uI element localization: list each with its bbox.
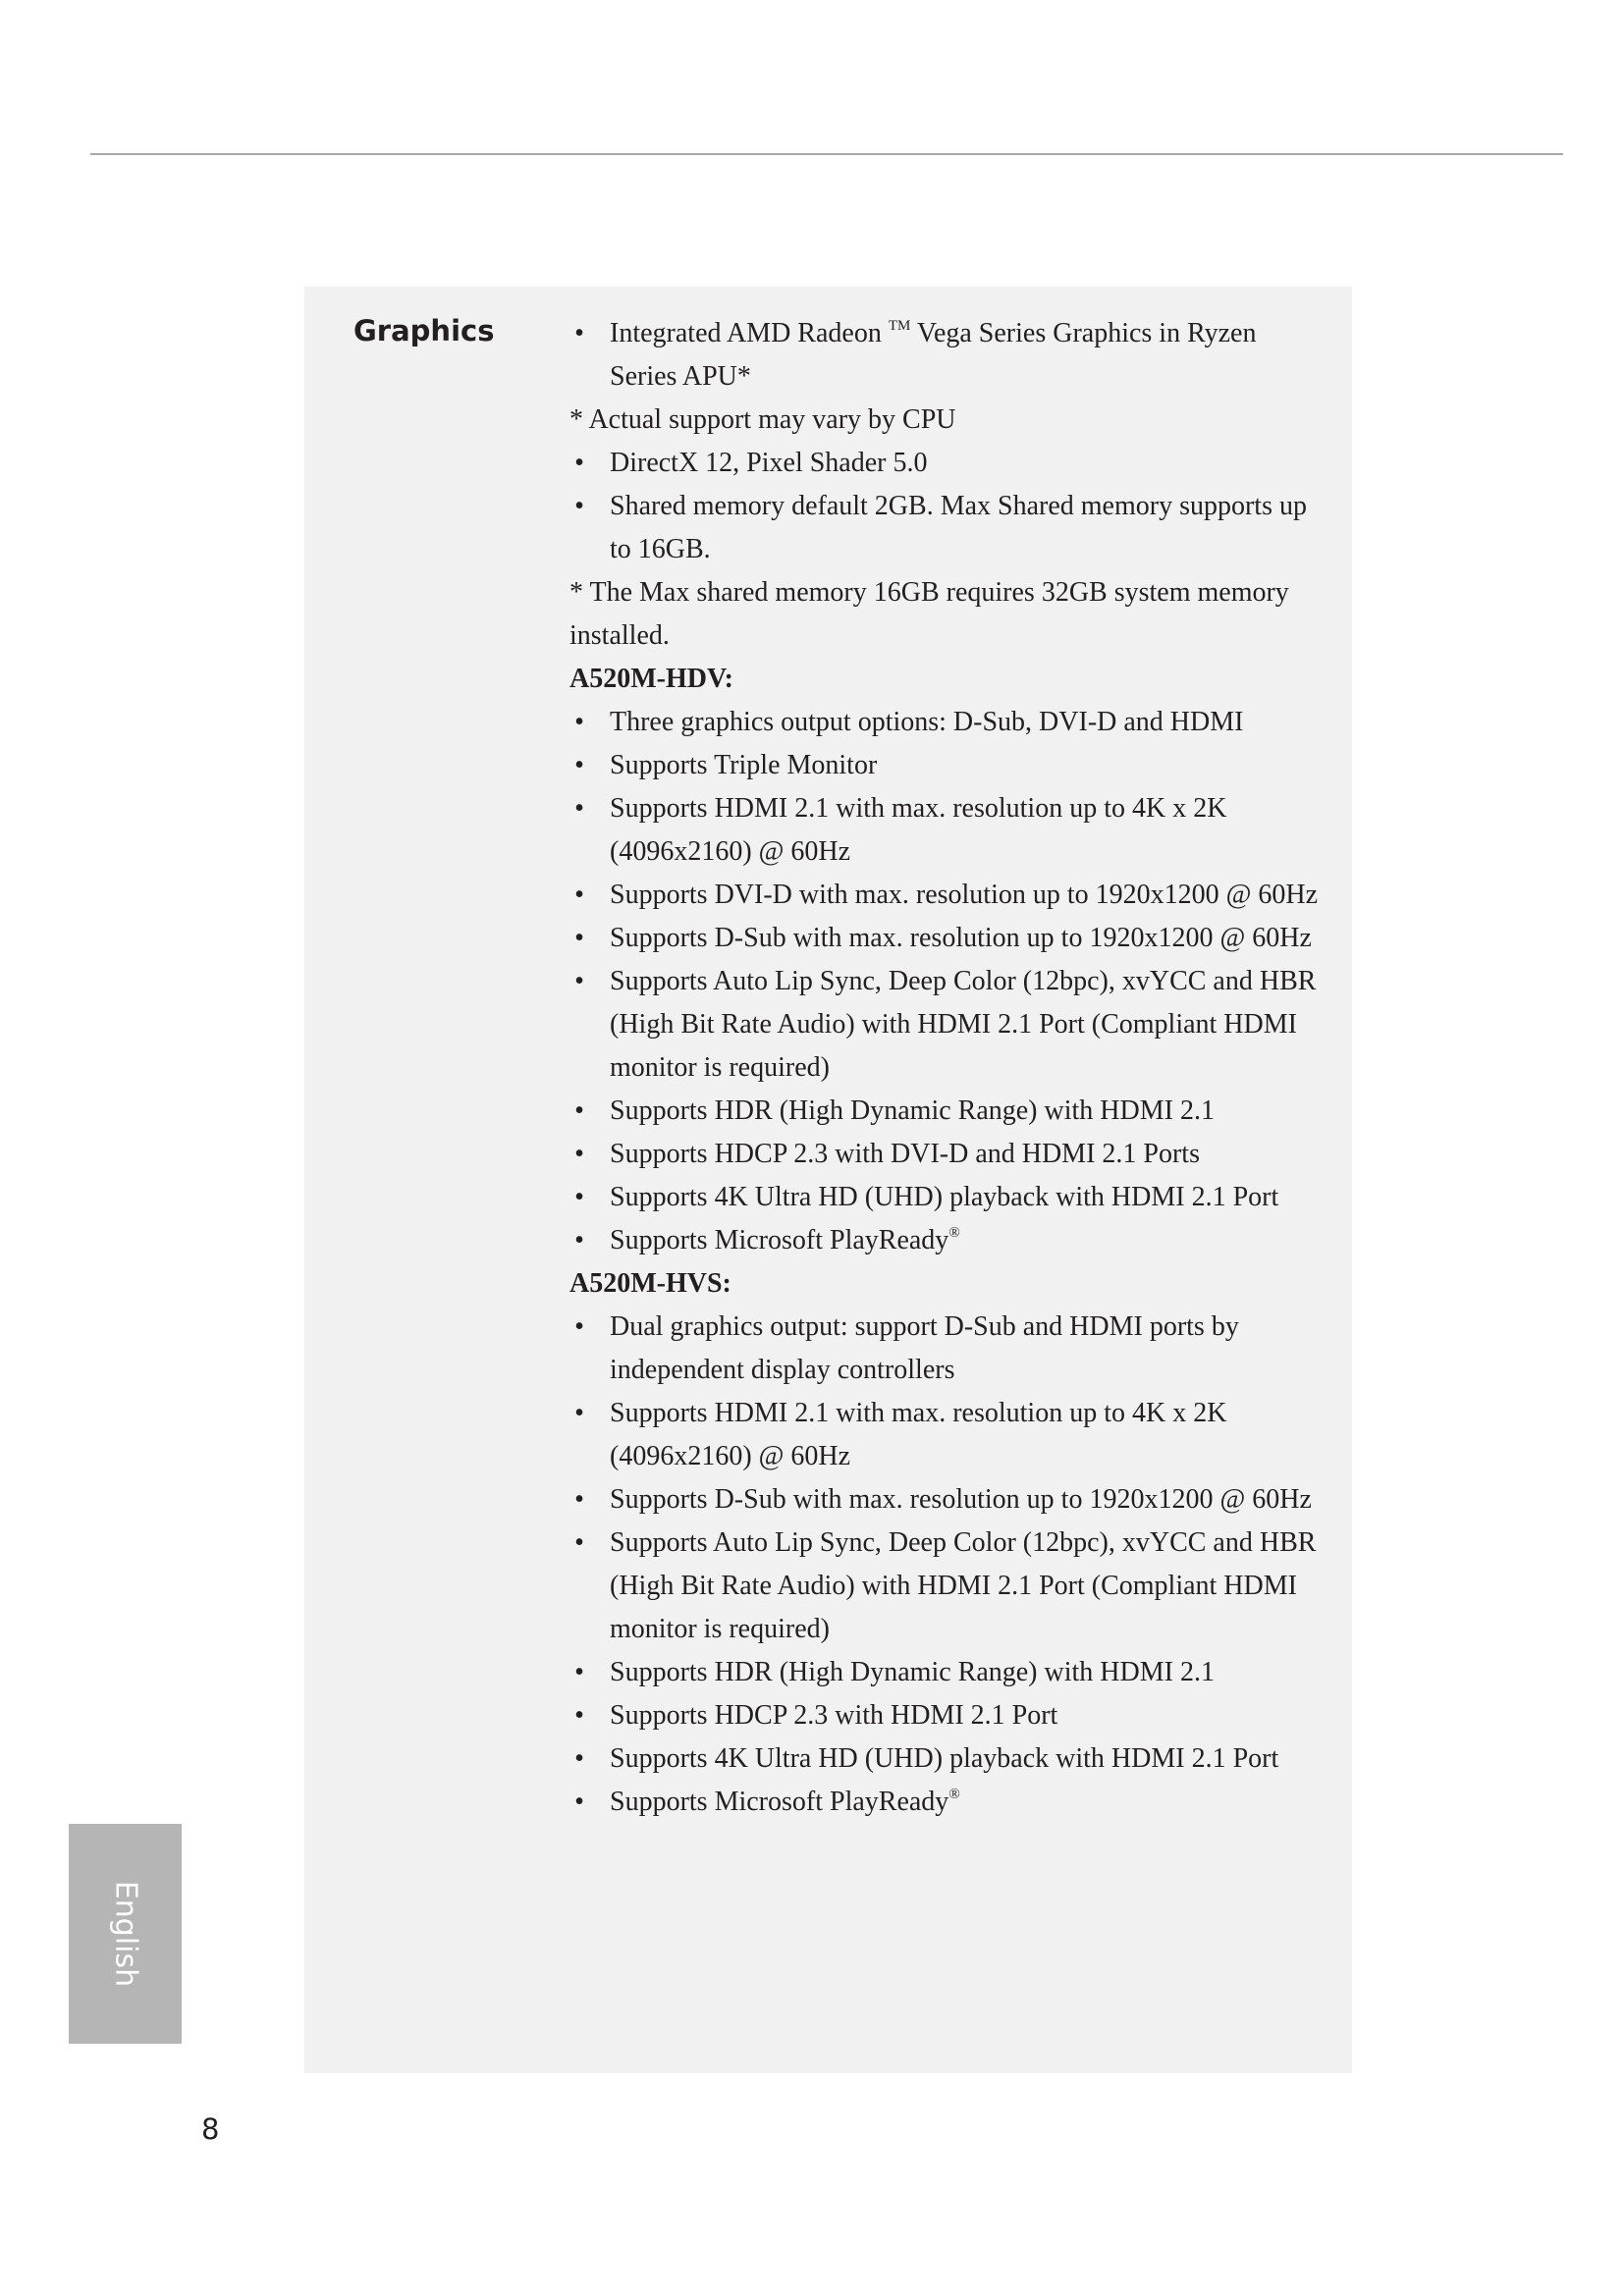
- language-tab: [69, 1824, 182, 2044]
- spec-text: Supports D-Sub with max. resolution up to 1920x1200 @ 60Hz: [610, 1484, 1312, 1515]
- header-rule: [90, 153, 1563, 155]
- spec-item: [569, 1133, 1326, 1176]
- registered-mark: ®: [948, 1787, 960, 1802]
- spec-text: Dual graphics output: support D-Sub and HDMI ports by independent display controllers: [610, 1311, 1239, 1385]
- spec-item: [569, 874, 1326, 917]
- spec-text: Supports DVI-D with max. resolution up to 1920x1200 @ 60Hz: [610, 880, 1319, 910]
- model-section-a520m-hvs: [569, 1262, 1326, 1824]
- bullet-icon: •: [574, 491, 584, 521]
- spec-item: [569, 1694, 1326, 1737]
- page-number: 8: [201, 2112, 220, 2146]
- bullet-icon: •: [574, 1139, 584, 1169]
- bullet-icon: •: [574, 966, 584, 996]
- spec-item: [569, 1651, 1326, 1694]
- spec-item: [569, 960, 1326, 1090]
- spec-item: [569, 1090, 1326, 1133]
- bullet-icon: •: [574, 1657, 584, 1687]
- bullet-icon: •: [574, 1743, 584, 1774]
- spec-text: Supports 4K Ultra HD (UHD) playback with HDMI 2.1 Port: [610, 1182, 1279, 1212]
- spec-item: [569, 1392, 1326, 1478]
- bullet-icon: •: [574, 880, 584, 910]
- spec-item-integrated-graphics: [569, 312, 1326, 399]
- spec-text: Supports HDCP 2.3 with DVI-D and HDMI 2.1 Ports: [610, 1139, 1200, 1169]
- spec-text: Supports HDR (High Dynamic Range) with HDMI 2.1: [610, 1095, 1215, 1126]
- general-spec-list: [569, 312, 1326, 658]
- spec-text: Supports HDMI 2.1 with max. resolution up to 4K x 2K (4096x2160) @ 60Hz: [610, 1398, 1227, 1471]
- bullet-icon: •: [574, 318, 584, 348]
- spec-item: [569, 917, 1326, 960]
- bullet-icon: •: [574, 448, 584, 478]
- spec-text: Supports Triple Monitor: [610, 750, 878, 780]
- spec-item: [569, 1781, 1326, 1824]
- bullet-icon: •: [574, 923, 584, 953]
- spec-note-cpu-support: * Actual support may vary by CPU: [569, 404, 956, 435]
- spec-text: Supports HDMI 2.1 with max. resolution up to 4K x 2K (4096x2160) @ 60Hz: [610, 793, 1227, 867]
- spec-text: Vega Series Graphics in Ryzen Series APU*: [610, 318, 1257, 392]
- spec-item-directx: [569, 442, 1326, 485]
- spec-text: Supports HDR (High Dynamic Range) with HDMI 2.1: [610, 1657, 1215, 1687]
- bullet-icon: •: [574, 1182, 584, 1212]
- spec-item: [569, 701, 1326, 744]
- bullet-icon: •: [574, 750, 584, 780]
- bullet-icon: •: [574, 1225, 584, 1255]
- graphics-spec-panel: [304, 287, 1352, 2073]
- bullet-icon: •: [574, 1311, 584, 1342]
- spec-item-shared-memory: [569, 485, 1326, 571]
- bullet-icon: •: [574, 1484, 584, 1515]
- spec-item: [569, 744, 1326, 787]
- spec-text: Supports Microsoft PlayReady: [610, 1787, 949, 1817]
- bullet-icon: •: [574, 707, 584, 737]
- model-section-a520m-hdv: [569, 658, 1326, 1262]
- spec-item: [569, 787, 1326, 874]
- spec-item: [569, 1737, 1326, 1781]
- model-heading: A520M-HVS:: [569, 1268, 731, 1299]
- spec-text: Supports Auto Lip Sync, Deep Color (12bpc), xvYCC and HBR (High Bit Rate Audio) with HDMI 2.1 Port (Compliant HDMI monitor is required): [610, 966, 1317, 1083]
- bullet-icon: •: [574, 1700, 584, 1731]
- bullet-icon: •: [574, 1398, 584, 1428]
- spec-item: [569, 1478, 1326, 1522]
- spec-text: Supports Auto Lip Sync, Deep Color (12bpc), xvYCC and HBR (High Bit Rate Audio) with HDMI 2.1 Port (Compliant HDMI monitor is required): [610, 1527, 1317, 1644]
- spec-text: Shared memory default 2GB. Max Shared memory supports up to 16GB.: [610, 491, 1307, 564]
- spec-note-shared-memory: * The Max shared memory 16GB requires 32GB system memory installed.: [569, 577, 1289, 651]
- spec-text: Supports HDCP 2.3 with HDMI 2.1 Port: [610, 1700, 1058, 1731]
- spec-item: [569, 1219, 1326, 1262]
- bullet-icon: •: [574, 1527, 584, 1558]
- language-tab-label: English: [108, 1880, 142, 1988]
- registered-mark: ®: [948, 1225, 960, 1241]
- spec-item: [569, 1306, 1326, 1392]
- bullet-icon: •: [574, 1787, 584, 1817]
- model-heading: A520M-HDV:: [569, 664, 733, 694]
- bullet-icon: •: [574, 1095, 584, 1126]
- spec-content: [569, 312, 1326, 1824]
- spec-item: [569, 1522, 1326, 1651]
- bullet-icon: •: [574, 793, 584, 824]
- spec-text: Supports 4K Ultra HD (UHD) playback with HDMI 2.1 Port: [610, 1743, 1279, 1774]
- spec-text: Supports D-Sub with max. resolution up to 1920x1200 @ 60Hz: [610, 923, 1312, 953]
- spec-item: [569, 1176, 1326, 1219]
- section-label: Graphics: [353, 314, 495, 347]
- trademark-mark: TM: [888, 318, 911, 334]
- spec-text: DirectX 12, Pixel Shader 5.0: [610, 448, 928, 478]
- spec-text: Three graphics output options: D-Sub, DVI-D and HDMI: [610, 707, 1244, 737]
- spec-text: Supports Microsoft PlayReady: [610, 1225, 949, 1255]
- spec-text: Integrated AMD Radeon: [610, 318, 882, 348]
